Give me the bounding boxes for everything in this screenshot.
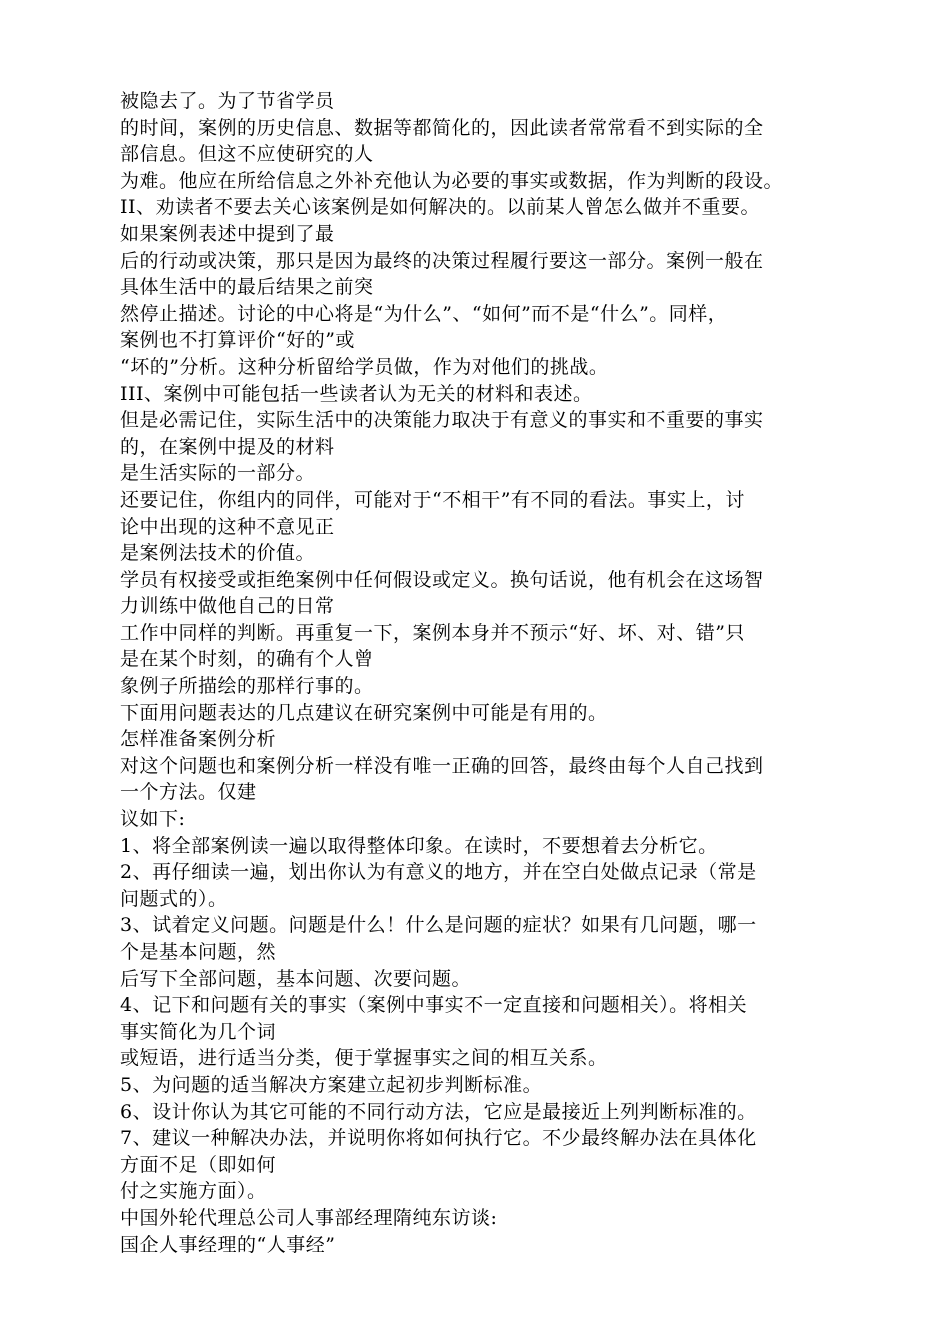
text-line: 的，在案例中提及的材料	[120, 435, 335, 458]
text-line: 或短语，进行适当分类，便于掌握事实之间的相互关系。	[120, 1047, 608, 1070]
text-line: 个是基本问题，然	[120, 941, 277, 963]
text-line: 付之实施方面）。	[120, 1180, 267, 1203]
text-line: 但是必需记住，实际生活中的决策能力取决于有意义的事实和不重要的事实	[120, 409, 764, 432]
text-line: 工作中同样的判断。再重复一下，案例本身并不预示“好、坏、对、错”只	[120, 621, 745, 644]
text-line: 被隐去了。为了节省学员	[120, 90, 335, 112]
text-line: 具体生活中的最后结果之前突	[120, 276, 374, 299]
text-line: 学员有权接受或拒绝案例中任何假设或定义。换句话说，他有机会在这场智	[120, 568, 764, 591]
list-item: 6、设计你认为其它可能的不同行动方法，它应是最接近上列判断标准的。	[120, 1100, 757, 1123]
text-line: “坏的”分析。这种分析留给学员做，作为对他们的挑战。	[120, 355, 609, 378]
list-item: 7、建议一种解决办法，并说明你将如何执行它。不少最终解办法在具体化	[120, 1127, 757, 1150]
text-line: 部信息。但这不应使研究的人	[120, 143, 374, 166]
list-item: 5、为问题的适当解决方案建立起初步判断标准。	[120, 1073, 543, 1096]
list-item: 2、再仔细读一遍，划出你认为有意义的地方，并在空白处做点记录（常是	[120, 861, 757, 884]
text-line: 事实简化为几个词	[120, 1020, 277, 1043]
text-line: 如果案例表述中提到了最	[120, 222, 335, 245]
text-line: 下面用问题表达的几点建议在研究案例中可能是有用的。	[120, 701, 608, 724]
text-line: 问题式的）。	[120, 887, 228, 910]
text-line: 后写下全部问题，基本问题、次要问题。	[120, 967, 472, 990]
text-line: 一个方法。仅建	[120, 781, 257, 804]
text-line: 是在某个时刻，的确有个人曾	[120, 648, 374, 671]
list-item: 3、试着定义问题。问题是什么！什么是问题的症状？如果有几问题，哪一	[120, 914, 757, 937]
text-line: 是生活实际的一部分。	[120, 462, 316, 485]
text-line: 还要记住，你组内的同伴，可能对于“不相干”有不同的看法。事实上，讨	[120, 488, 745, 511]
text-line: 方面不足（即如何	[120, 1153, 277, 1176]
text-line: 中国外轮代理总公司人事部经理隋纯东访谈:	[120, 1206, 498, 1229]
text-line: 然停止描述。讨论的中心将是“为什么”、“如何”而不是“什么”。同样，	[120, 302, 728, 325]
text-line: 后的行动或决策，那只是因为最终的决策过程履行要这一部分。案例一般在	[120, 249, 764, 272]
text-line: 力训练中做他自己的日常	[120, 595, 335, 618]
text-line: 为难。他应在所给信息之外补充他认为必要的事实或数据，作为判断的段设。	[120, 169, 784, 192]
text-line: 国企人事经理的“人事经”	[120, 1233, 336, 1256]
list-item: 1、将全部案例读一遍以取得整体印象。在读时，不要想着去分析它。	[120, 834, 718, 857]
section-heading: 怎样准备案例分析	[120, 728, 277, 751]
text-line: 案例也不打算评价“好的”或	[120, 329, 355, 352]
document-body	[120, 88, 865, 1258]
text-line: II、劝读者不要去关心该案例是如何解决的。以前某人曾怎么做并不重要。	[120, 196, 761, 219]
text-line: 是案例法技术的价值。	[120, 542, 316, 565]
text-line: 的时间，案例的历史信息、数据等都简化的，因此读者常常看不到实际的全	[120, 116, 764, 139]
text-line: 论中出现的这种不意见正	[120, 515, 335, 538]
text-line: 议如下:	[120, 808, 186, 831]
list-item: 4、记下和问题有关的事实（案例中事实不一定直接和问题相关）。将相关	[120, 994, 748, 1017]
text-line: 象例子所描绘的那样行事的。	[120, 675, 374, 698]
text-line: III、案例中可能包括一些读者认为无关的材料和表述。	[120, 382, 593, 405]
text-line: 对这个问题也和案例分析一样没有唯一正确的回答，最终由每个人自己找到	[120, 754, 764, 777]
